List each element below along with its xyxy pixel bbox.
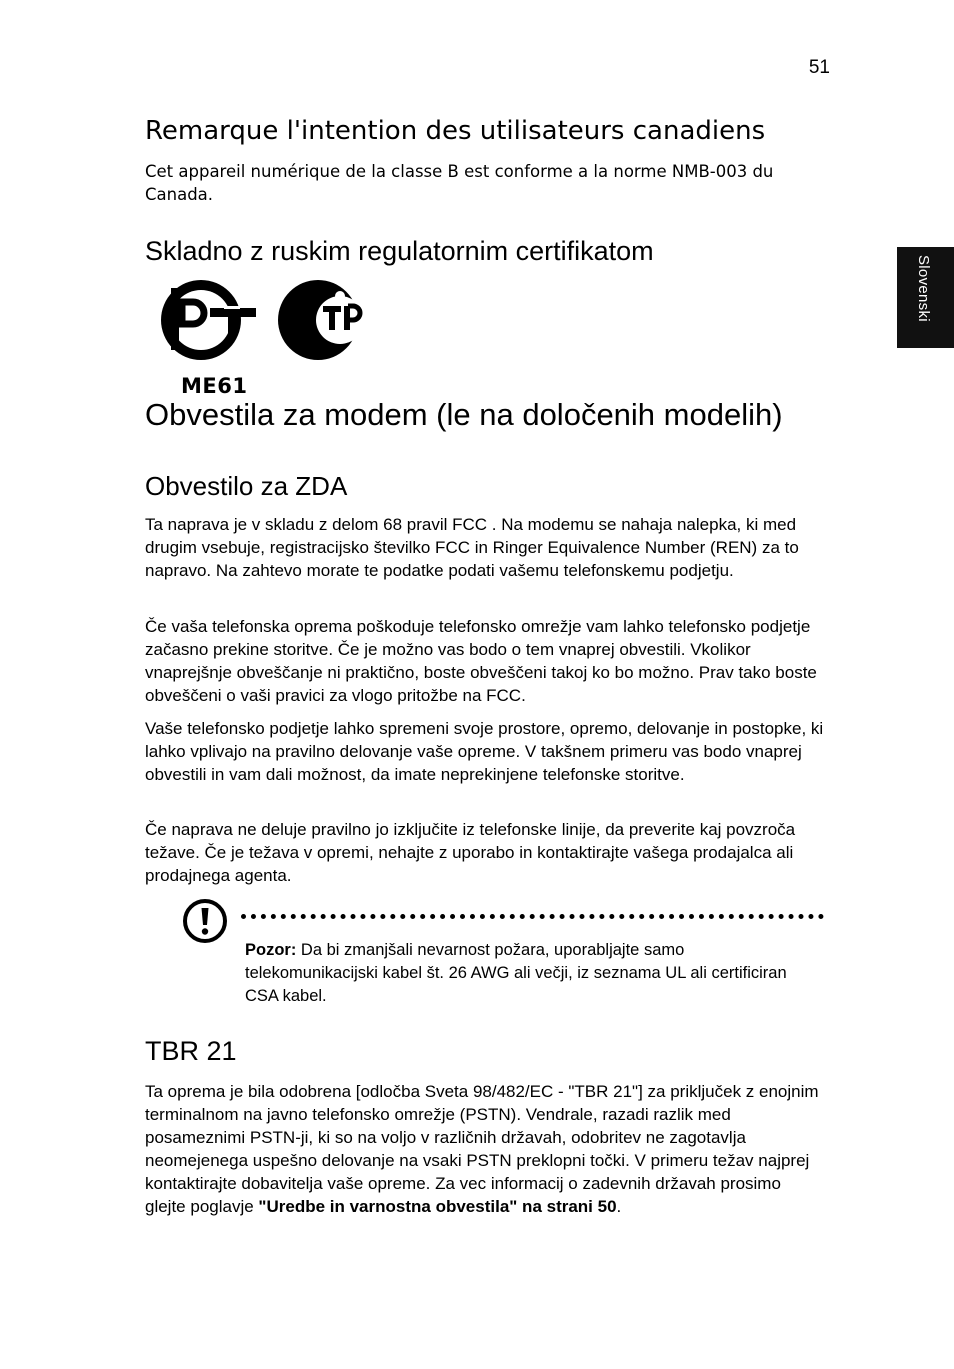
- tp-logo-icon: [278, 280, 364, 360]
- zda-paragraph-2: Če vaša telefonska oprema poškoduje telefonsko omrežje vam lahko telefonsko podjetje začasno prekine storitve. Če je možno vas bodo o tem vnaprej obvestili. Vkolikor vnaprejšnje obveščanje ni praktično, boste obveščeni takoj ko bo možno. Prav tako boste obveščeni o vaši pravici za vlogo pritožbe na FCC.: [145, 617, 817, 705]
- tbr-reference-link[interactable]: "Uredbe in varnostna obvestila" na strani 50: [258, 1197, 617, 1216]
- pct-logo-icon: [161, 280, 256, 360]
- zda-paragraph-3: Vaše telefonsko podjetje lahko spremeni svoje prostore, opremo, delovanje in postopke, ki lahko vplivajo na pravilno delovanje vaše opreme. V takšnem primeru vas bodo vnaprej obvestili in vam dali možnost, da imate neprekinjene telefonske storitve.: [145, 719, 824, 784]
- warning-label: Pozor:: [245, 941, 297, 959]
- page-number: 51: [808, 57, 830, 78]
- warning-note: [245, 939, 805, 1008]
- zda-heading: Obvestilo za ZDA: [145, 471, 348, 501]
- tbr-heading: TBR 21: [145, 1036, 237, 1066]
- certification-code: ME61: [181, 374, 248, 398]
- russian-certification-logos: [158, 278, 370, 364]
- zda-paragraph-4: Če naprava ne deluje pravilno jo izključite iz telefonske linije, da preverite kaj povzroča težave. Če je težava v opremi, nehajte z uporabo in kontaktirajte vašega prodajalca ali prodajnega agenta.: [145, 820, 796, 885]
- warning-divider: [241, 914, 824, 919]
- russia-heading: Skladno z ruskim regulatornim certifikatom: [145, 236, 654, 266]
- language-tab: [897, 247, 954, 348]
- warning-text: Da bi zmanjšali nevarnost požara, uporabljajte samo telekomunikacijski kabel št. 26 AWG ali večji, iz seznama UL ali certificiran CSA kabel.: [245, 941, 787, 1005]
- canada-text: Cet appareil numérique de la classe B est conforme a la norme NMB-003 du Canada.: [145, 162, 774, 204]
- modem-title: Obvestila za modem (le na določenih modelih): [145, 397, 783, 432]
- zda-paragraph-1: Ta naprava je v skladu z delom 68 pravil FCC . Na modemu se nahaja nalepka, ki med drugim vsebuje, registracijsko številko FCC in Ringer Equivalence Number (REN) za to napravo. Na zahtevo morate te podatke podati vašemu telefonskemu podjetju.: [145, 515, 799, 580]
- language-tab-label: Slovenski: [915, 255, 932, 322]
- tbr-end: .: [616, 1197, 622, 1216]
- warning-icon: [182, 898, 228, 944]
- canada-heading: Remarque l'intention des utilisateurs canadiens: [145, 116, 766, 146]
- tbr-paragraph: [145, 1080, 820, 1218]
- tbr-text: Ta oprema je bila odobrena [odločba Sveta 98/482/EC - "TBR 21"] za priključek z enojnim terminalnom na javno telefonsko omrežje (PSTN). Vendrale, razadi razlik med posameznimi PSTN-ji, ki so na voljo v različnih državah, odobritev ne zagotavlja neomejenega uspešno delovanje na vsaki PSTN preklopni točki. V primeru težav najprej kontaktirajte dobavitelja vaše opreme. Za vec informacij o zadevnih državah prosimo glejte poglavje: [145, 1082, 819, 1216]
